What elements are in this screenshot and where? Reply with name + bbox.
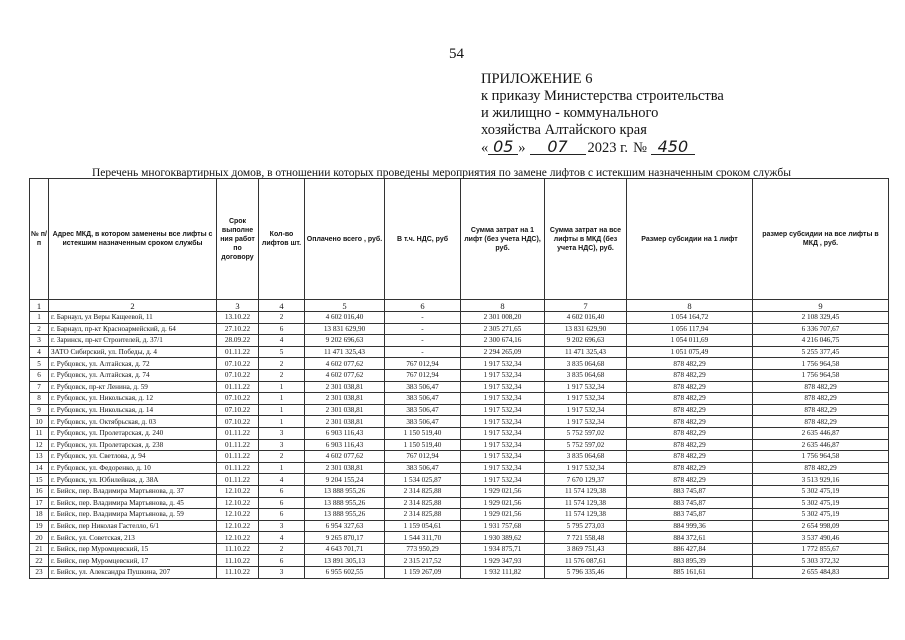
subsidy-per-elevator-cell: 884 372,61	[627, 532, 753, 544]
paid-total-cell: 4 602 077,62	[305, 369, 385, 381]
elevator-count-cell: 6	[259, 509, 305, 521]
cost-per-elevator-cell: 1 917 532,34	[461, 439, 545, 451]
term-cell: 13.10.22	[217, 312, 259, 324]
cost-all-elevators-cell: 7 721 558,48	[545, 532, 627, 544]
address-cell: г. Рубцовск, ул. Федоренко, д. 10	[49, 462, 217, 474]
paid-total-cell: 6 903 116,43	[305, 427, 385, 439]
term-cell: 11.10.22	[217, 555, 259, 567]
elevator-count-cell: 1	[259, 393, 305, 405]
row-number-cell: 20	[30, 532, 49, 544]
subsidy-total-cell: 878 482,29	[753, 393, 889, 405]
paid-total-cell: 2 301 038,81	[305, 462, 385, 474]
cost-all-elevators-cell: 5 752 597,02	[545, 439, 627, 451]
header-cell: Кол-во лифтов шт.	[259, 179, 305, 300]
elevator-count-cell: 6	[259, 555, 305, 567]
paid-total-cell: 13 888 955,26	[305, 485, 385, 497]
row-number-cell: 18	[30, 509, 49, 521]
subsidy-per-elevator-cell: 1 056 117,94	[627, 323, 753, 335]
row-number-cell: 9	[30, 404, 49, 416]
table-row	[30, 567, 889, 579]
subsidy-total-cell: 5 302 475,19	[753, 497, 889, 509]
cost-per-elevator-cell: 1 917 532,34	[461, 404, 545, 416]
elevator-count-cell: 3	[259, 567, 305, 579]
paid-total-cell: 9 265 870,17	[305, 532, 385, 544]
vat-cell: 2 314 825,88	[385, 485, 461, 497]
term-cell: 11.10.22	[217, 543, 259, 555]
appendix-line-3: хозяйства Алтайского края	[481, 122, 647, 138]
term-cell: 01.11.22	[217, 451, 259, 463]
cost-all-elevators-cell: 1 917 532,34	[545, 393, 627, 405]
cost-per-elevator-cell: 1 932 111,82	[461, 567, 545, 579]
cost-all-elevators-cell: 11 574 129,38	[545, 497, 627, 509]
table-row	[30, 532, 889, 544]
subsidy-per-elevator-cell: 878 482,29	[627, 474, 753, 486]
subsidy-total-cell: 2 108 329,45	[753, 312, 889, 324]
address-cell: г. Бийск, пер. Владимира Мартьянова, д. 59	[49, 509, 217, 521]
vat-cell: 767 012,94	[385, 358, 461, 370]
paid-total-cell: 6 955 602,55	[305, 567, 385, 579]
term-cell: 12.10.22	[217, 485, 259, 497]
table-row	[30, 497, 889, 509]
vat-cell: 383 506,47	[385, 416, 461, 428]
table-row	[30, 509, 889, 521]
term-cell: 07.10.22	[217, 416, 259, 428]
vat-cell: 1 150 519,40	[385, 427, 461, 439]
address-cell: г. Бийск, ул. Советская, 213	[49, 532, 217, 544]
cost-all-elevators-cell: 1 917 532,34	[545, 462, 627, 474]
header-cell: № п/п	[30, 179, 49, 300]
address-cell: ЗАТО Сибирский, ул. Победы, д. 4	[49, 346, 217, 358]
vat-cell: -	[385, 312, 461, 324]
address-cell: г. Рубцовск, пр-кт Ленина, д. 59	[49, 381, 217, 393]
cost-all-elevators-cell: 1 917 532,34	[545, 416, 627, 428]
table-row	[30, 451, 889, 463]
number-sign: №	[633, 140, 647, 156]
subsidy-per-elevator-cell: 1 054 011,69	[627, 335, 753, 347]
vat-cell: 2 314 825,88	[385, 509, 461, 521]
paid-total-cell: 11 471 325,43	[305, 346, 385, 358]
cost-per-elevator-cell: 1 929 021,56	[461, 497, 545, 509]
subsidy-per-elevator-cell: 878 482,29	[627, 358, 753, 370]
paid-total-cell: 9 202 696,63	[305, 335, 385, 347]
subsidy-per-elevator-cell: 878 482,29	[627, 439, 753, 451]
table-title: Перечень многоквартирных домов, в отношении которых проведены мероприятия по замене лифтов с истекшим назначенным сроком службы	[92, 167, 791, 179]
appendix-header	[481, 71, 724, 157]
subsidy-total-cell: 2 654 998,09	[753, 520, 889, 532]
subsidy-per-elevator-cell: 884 999,36	[627, 520, 753, 532]
term-cell: 11.10.22	[217, 567, 259, 579]
elevator-count-cell: 1	[259, 404, 305, 416]
table-row	[30, 346, 889, 358]
header-cell: Адрес МКД, в котором заменены все лифты с истекшим назначенным сроком службы	[49, 179, 217, 300]
vat-cell: 383 506,47	[385, 381, 461, 393]
order-month: 07	[530, 139, 586, 155]
order-date-row	[481, 139, 724, 157]
header-cell: Сумма затрат на 1 лифт (без учета НДС), руб.	[461, 179, 545, 300]
cost-all-elevators-cell: 5 796 335,46	[545, 567, 627, 579]
address-cell: г. Рубцовск, ул. Пролетарская, д. 238	[49, 439, 217, 451]
elevator-count-cell: 6	[259, 497, 305, 509]
elevator-count-cell: 2	[259, 543, 305, 555]
column-number: 2	[49, 300, 217, 312]
elevator-count-cell: 1	[259, 381, 305, 393]
term-cell: 12.10.22	[217, 509, 259, 521]
row-number-cell: 7	[30, 381, 49, 393]
subsidy-total-cell: 2 635 446,87	[753, 427, 889, 439]
subsidy-total-cell: 878 482,29	[753, 462, 889, 474]
address-cell: г. Бийск, пер. Владимира Мартьянова, д. 37	[49, 485, 217, 497]
cost-all-elevators-cell: 4 602 016,40	[545, 312, 627, 324]
table-row	[30, 462, 889, 474]
subsidy-per-elevator-cell: 1 051 075,49	[627, 346, 753, 358]
paid-total-cell: 4 602 016,40	[305, 312, 385, 324]
column-number: 7	[545, 300, 627, 312]
elevator-count-cell: 2	[259, 451, 305, 463]
address-cell: г. Рубцовск, ул. Никольская, д. 12	[49, 393, 217, 405]
subsidy-total-cell: 5 303 372,32	[753, 555, 889, 567]
paid-total-cell: 2 301 038,81	[305, 416, 385, 428]
order-day: 05	[488, 139, 518, 155]
row-number-cell: 12	[30, 439, 49, 451]
table-row	[30, 427, 889, 439]
row-number-cell: 16	[30, 485, 49, 497]
cost-per-elevator-cell: 1 930 389,62	[461, 532, 545, 544]
cost-all-elevators-cell: 3 835 064,68	[545, 358, 627, 370]
cost-per-elevator-cell: 1 917 532,34	[461, 462, 545, 474]
cost-per-elevator-cell: 2 301 008,20	[461, 312, 545, 324]
elevator-count-cell: 5	[259, 346, 305, 358]
cost-all-elevators-cell: 3 835 064,68	[545, 451, 627, 463]
close-quote: »	[518, 140, 526, 156]
row-number-cell: 10	[30, 416, 49, 428]
term-cell: 07.10.22	[217, 404, 259, 416]
paid-total-cell: 4 602 077,62	[305, 358, 385, 370]
subsidy-total-cell: 2 635 446,87	[753, 439, 889, 451]
paid-total-cell: 13 888 955,26	[305, 497, 385, 509]
row-number-cell: 3	[30, 335, 49, 347]
subsidy-per-elevator-cell: 883 745,87	[627, 485, 753, 497]
row-number-cell: 5	[30, 358, 49, 370]
cost-all-elevators-cell: 11 471 325,43	[545, 346, 627, 358]
table-row	[30, 520, 889, 532]
cost-all-elevators-cell: 11 574 129,38	[545, 485, 627, 497]
header-row	[30, 179, 889, 300]
elevator-count-cell: 6	[259, 485, 305, 497]
elevator-count-cell: 3	[259, 520, 305, 532]
row-number-cell: 2	[30, 323, 49, 335]
appendix-line-1: к приказу Министерства строительства	[481, 88, 724, 104]
column-number: 5	[305, 300, 385, 312]
cost-per-elevator-cell: 1 917 532,34	[461, 451, 545, 463]
cost-all-elevators-cell: 11 574 129,38	[545, 509, 627, 521]
term-cell: 12.10.22	[217, 532, 259, 544]
address-cell: г. Рубцовск, ул. Никольская, д. 14	[49, 404, 217, 416]
paid-total-cell: 2 301 038,81	[305, 381, 385, 393]
address-cell: г. Рубцовск, ул. Юбилейная, д. 38А	[49, 474, 217, 486]
address-cell: г. Рубцовск, ул. Октябрьская, д. 03	[49, 416, 217, 428]
row-number-cell: 21	[30, 543, 49, 555]
row-number-cell: 6	[30, 369, 49, 381]
subsidy-per-elevator-cell: 883 745,87	[627, 509, 753, 521]
address-cell: г. Бийск, пер. Владимира Мартьянова, д. 45	[49, 497, 217, 509]
row-number-cell: 13	[30, 451, 49, 463]
subsidy-per-elevator-cell: 878 482,29	[627, 381, 753, 393]
column-number: 9	[753, 300, 889, 312]
page-number: 54	[449, 46, 464, 62]
cost-all-elevators-cell: 7 670 129,37	[545, 474, 627, 486]
subsidy-per-elevator-cell: 878 482,29	[627, 451, 753, 463]
cost-per-elevator-cell: 2 294 265,09	[461, 346, 545, 358]
row-number-cell: 22	[30, 555, 49, 567]
cost-per-elevator-cell: 1 934 875,71	[461, 543, 545, 555]
table-row	[30, 312, 889, 324]
table-row	[30, 323, 889, 335]
column-number: 1	[30, 300, 49, 312]
paid-total-cell: 4 643 701,71	[305, 543, 385, 555]
row-number-cell: 4	[30, 346, 49, 358]
subsidy-per-elevator-cell: 883 895,39	[627, 555, 753, 567]
paid-total-cell: 9 204 155,24	[305, 474, 385, 486]
cost-per-elevator-cell: 2 305 271,65	[461, 323, 545, 335]
subsidy-per-elevator-cell: 1 054 164,72	[627, 312, 753, 324]
vat-cell: 383 506,47	[385, 393, 461, 405]
appendix-title: ПРИЛОЖЕНИЕ 6	[481, 71, 593, 87]
term-cell: 01.11.22	[217, 474, 259, 486]
address-cell: г. Барнаул, ул Веры Кащеевой, 11	[49, 312, 217, 324]
table-row	[30, 404, 889, 416]
vat-cell: 1 534 025,87	[385, 474, 461, 486]
subsidy-total-cell: 2 655 484,83	[753, 567, 889, 579]
cost-all-elevators-cell: 3 869 751,43	[545, 543, 627, 555]
subsidy-per-elevator-cell: 883 745,87	[627, 497, 753, 509]
subsidy-total-cell: 3 537 490,46	[753, 532, 889, 544]
cost-all-elevators-cell: 9 202 696,63	[545, 335, 627, 347]
subsidy-total-cell: 1 756 964,58	[753, 369, 889, 381]
elevator-count-cell: 1	[259, 462, 305, 474]
table-row	[30, 335, 889, 347]
address-cell: г. Заринск, пр-кт Строителей, д. 37/1	[49, 335, 217, 347]
vat-cell: 1 544 311,70	[385, 532, 461, 544]
term-cell: 01.11.22	[217, 439, 259, 451]
cost-per-elevator-cell: 2 300 674,16	[461, 335, 545, 347]
header-cell: Оплачено всего , руб.	[305, 179, 385, 300]
elevator-count-cell: 4	[259, 335, 305, 347]
address-cell: г. Барнаул, пр-кт Красноармейский, д. 64	[49, 323, 217, 335]
cost-per-elevator-cell: 1 917 532,34	[461, 427, 545, 439]
subsidy-total-cell: 878 482,29	[753, 416, 889, 428]
vat-cell: 1 159 267,09	[385, 567, 461, 579]
cost-all-elevators-cell: 1 917 532,34	[545, 404, 627, 416]
term-cell: 01.11.22	[217, 346, 259, 358]
table-row	[30, 543, 889, 555]
table-row	[30, 358, 889, 370]
subsidy-total-cell: 6 336 707,67	[753, 323, 889, 335]
column-number: 4	[259, 300, 305, 312]
subsidy-per-elevator-cell: 878 482,29	[627, 462, 753, 474]
subsidy-total-cell: 3 513 929,16	[753, 474, 889, 486]
subsidy-total-cell: 5 255 377,45	[753, 346, 889, 358]
table-row	[30, 439, 889, 451]
paid-total-cell: 2 301 038,81	[305, 393, 385, 405]
subsidy-per-elevator-cell: 878 482,29	[627, 427, 753, 439]
table-row	[30, 393, 889, 405]
elevator-count-cell: 3	[259, 439, 305, 451]
cost-per-elevator-cell: 1 931 757,68	[461, 520, 545, 532]
vat-cell: 1 150 519,40	[385, 439, 461, 451]
term-cell: 12.10.22	[217, 497, 259, 509]
subsidy-total-cell: 1 756 964,58	[753, 451, 889, 463]
vat-cell: 383 506,47	[385, 404, 461, 416]
vat-cell: 2 315 217,52	[385, 555, 461, 567]
term-cell: 28.09.22	[217, 335, 259, 347]
vat-cell: 2 314 825,88	[385, 497, 461, 509]
vat-cell: 1 159 054,61	[385, 520, 461, 532]
column-number: 8	[627, 300, 753, 312]
subsidy-total-cell: 4 216 046,75	[753, 335, 889, 347]
header-cell: Срок выполне ния работ по договору	[217, 179, 259, 300]
term-cell: 12.10.22	[217, 520, 259, 532]
subsidy-per-elevator-cell: 878 482,29	[627, 416, 753, 428]
row-number-cell: 17	[30, 497, 49, 509]
term-cell: 07.10.22	[217, 393, 259, 405]
row-number-cell: 8	[30, 393, 49, 405]
elevator-count-cell: 4	[259, 532, 305, 544]
elevator-count-cell: 2	[259, 312, 305, 324]
header-cell: Размер субсидии на 1 лифт	[627, 179, 753, 300]
address-cell: г. Бийск, пер Муромцевский, 15	[49, 543, 217, 555]
cost-per-elevator-cell: 1 929 021,56	[461, 509, 545, 521]
elevator-count-cell: 4	[259, 474, 305, 486]
cost-per-elevator-cell: 1 917 532,34	[461, 358, 545, 370]
elevator-replacement-table	[29, 178, 889, 579]
vat-cell: -	[385, 323, 461, 335]
paid-total-cell: 6 903 116,43	[305, 439, 385, 451]
order-number: 450	[651, 139, 695, 155]
table-row	[30, 381, 889, 393]
table-row	[30, 416, 889, 428]
vat-cell: 383 506,47	[385, 462, 461, 474]
cost-all-elevators-cell: 1 917 532,34	[545, 381, 627, 393]
elevator-count-cell: 3	[259, 427, 305, 439]
address-cell: г. Бийск, ул. Александра Пушкина, 207	[49, 567, 217, 579]
cost-all-elevators-cell: 5 795 273,03	[545, 520, 627, 532]
address-cell: г. Бийск, пер Николая Гастелло, 6/1	[49, 520, 217, 532]
row-number-cell: 15	[30, 474, 49, 486]
elevator-count-cell: 2	[259, 369, 305, 381]
cost-per-elevator-cell: 1 929 021,56	[461, 485, 545, 497]
subsidy-total-cell: 878 482,29	[753, 404, 889, 416]
paid-total-cell: 13 888 955,26	[305, 509, 385, 521]
vat-cell: -	[385, 346, 461, 358]
order-year: 2023 г.	[587, 140, 629, 156]
subsidy-total-cell: 5 302 475,19	[753, 485, 889, 497]
row-number-cell: 23	[30, 567, 49, 579]
elevator-count-cell: 2	[259, 358, 305, 370]
row-number-cell: 1	[30, 312, 49, 324]
subsidy-total-cell: 1 756 964,58	[753, 358, 889, 370]
address-cell: г. Рубцовск, ул. Алтайская, д. 74	[49, 369, 217, 381]
subsidy-total-cell: 1 772 855,67	[753, 543, 889, 555]
table-row	[30, 474, 889, 486]
term-cell: 07.10.22	[217, 358, 259, 370]
cost-per-elevator-cell: 1 917 532,34	[461, 393, 545, 405]
table-row	[30, 485, 889, 497]
vat-cell: 767 012,94	[385, 369, 461, 381]
subsidy-total-cell: 5 302 475,19	[753, 509, 889, 521]
term-cell: 01.11.22	[217, 381, 259, 393]
term-cell: 07.10.22	[217, 369, 259, 381]
address-cell: г. Рубцовск, ул. Светлова, д. 94	[49, 451, 217, 463]
subsidy-per-elevator-cell: 886 427,84	[627, 543, 753, 555]
cost-all-elevators-cell: 11 576 087,61	[545, 555, 627, 567]
header-cell: Сумма затрат на все лифты в МКД (без учета НДС), руб.	[545, 179, 627, 300]
cost-per-elevator-cell: 1 929 347,93	[461, 555, 545, 567]
paid-total-cell: 4 602 077,62	[305, 451, 385, 463]
paid-total-cell: 13 831 629,90	[305, 323, 385, 335]
address-cell: г. Бийск, пер Муромцевский, 17	[49, 555, 217, 567]
subsidy-per-elevator-cell: 878 482,29	[627, 404, 753, 416]
elevator-count-cell: 6	[259, 323, 305, 335]
paid-total-cell: 2 301 038,81	[305, 404, 385, 416]
cost-per-elevator-cell: 1 917 532,34	[461, 474, 545, 486]
term-cell: 01.11.22	[217, 427, 259, 439]
table-row	[30, 555, 889, 567]
term-cell: 27.10.22	[217, 323, 259, 335]
cost-all-elevators-cell: 5 752 597,02	[545, 427, 627, 439]
header-cell: В т.ч. НДС, руб	[385, 179, 461, 300]
vat-cell: 773 950,29	[385, 543, 461, 555]
column-number: 3	[217, 300, 259, 312]
column-number: 6	[385, 300, 461, 312]
cost-all-elevators-cell: 13 831 629,90	[545, 323, 627, 335]
vat-cell: 767 012,94	[385, 451, 461, 463]
cost-per-elevator-cell: 1 917 532,34	[461, 369, 545, 381]
row-number-cell: 11	[30, 427, 49, 439]
subsidy-per-elevator-cell: 878 482,29	[627, 369, 753, 381]
subsidy-per-elevator-cell: 885 161,61	[627, 567, 753, 579]
open-quote: «	[481, 140, 489, 156]
column-number: 8	[461, 300, 545, 312]
vat-cell: -	[385, 335, 461, 347]
paid-total-cell: 6 954 327,63	[305, 520, 385, 532]
elevator-count-cell: 1	[259, 416, 305, 428]
row-number-cell: 14	[30, 462, 49, 474]
cost-per-elevator-cell: 1 917 532,34	[461, 416, 545, 428]
appendix-line-2: и жилищно - коммунального	[481, 105, 659, 121]
paid-total-cell: 13 891 305,13	[305, 555, 385, 567]
address-cell: г. Рубцовск, ул. Пролетарская, д. 240	[49, 427, 217, 439]
table-row	[30, 369, 889, 381]
cost-per-elevator-cell: 1 917 532,34	[461, 381, 545, 393]
subsidy-per-elevator-cell: 878 482,29	[627, 393, 753, 405]
subsidy-total-cell: 878 482,29	[753, 381, 889, 393]
header-cell: размер субсидии на все лифты в МКД , руб.	[753, 179, 889, 300]
column-number-row	[30, 300, 889, 312]
row-number-cell: 19	[30, 520, 49, 532]
term-cell: 01.11.22	[217, 462, 259, 474]
address-cell: г. Рубцовск, ул. Алтайская, д. 72	[49, 358, 217, 370]
cost-all-elevators-cell: 3 835 064,68	[545, 369, 627, 381]
